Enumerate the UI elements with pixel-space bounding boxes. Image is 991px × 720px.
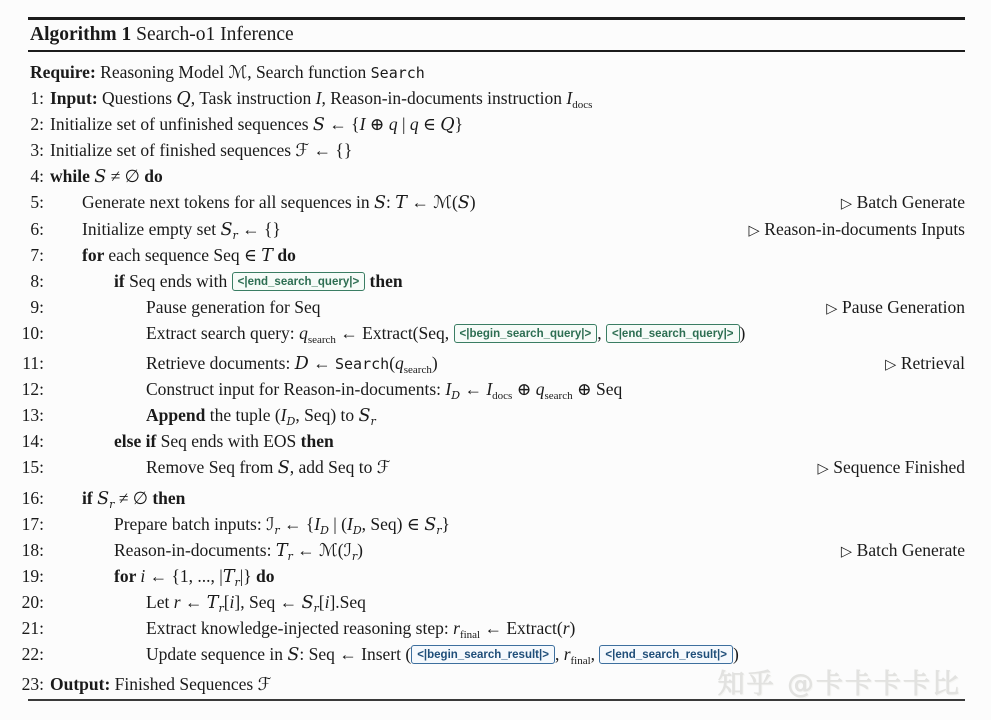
text-segment: D bbox=[352, 523, 362, 537]
calligraphic-letter: S bbox=[457, 193, 470, 214]
calligraphic-letter: Q bbox=[176, 89, 191, 110]
text-segment: r bbox=[436, 523, 442, 537]
text-segment: r bbox=[563, 644, 571, 665]
text-segment: Extract knowledge-injected reasoning step: bbox=[146, 617, 454, 638]
calligraphic-letter: S bbox=[374, 193, 387, 214]
text-segment: Retrieve documents: bbox=[146, 353, 295, 374]
text-segment: ].Seq bbox=[329, 591, 366, 612]
indent-spacer bbox=[44, 472, 146, 473]
line-number: 11: bbox=[22, 353, 44, 374]
text-segment: ) bbox=[569, 617, 576, 638]
text-segment: r bbox=[234, 575, 240, 589]
text-segment: r bbox=[370, 415, 376, 429]
text-segment: , Seq) ∈ bbox=[361, 513, 425, 534]
text-segment: q bbox=[409, 114, 419, 135]
algo-line bbox=[8, 242, 965, 268]
text-segment: } bbox=[441, 513, 450, 534]
text-segment: ], Seq ← bbox=[234, 591, 302, 612]
algo-line bbox=[8, 615, 965, 641]
text-segment: I bbox=[314, 513, 321, 534]
text-segment: ← { bbox=[279, 513, 315, 534]
text-segment: ) bbox=[732, 644, 739, 665]
text-segment: r bbox=[274, 523, 280, 537]
text-segment: Remove Seq from bbox=[146, 457, 278, 478]
inline-comment: ▷ Reason-in-documents Inputs bbox=[748, 218, 965, 239]
top-rule bbox=[28, 17, 965, 20]
text-segment: ← bbox=[308, 353, 335, 374]
text-segment: r bbox=[287, 549, 293, 563]
text-segment: else if bbox=[114, 431, 161, 452]
text-segment: r bbox=[218, 601, 224, 615]
text-segment: Extract search query: bbox=[146, 322, 300, 343]
text-segment: Require: bbox=[30, 62, 96, 82]
text-segment: , Seq) to bbox=[295, 405, 359, 426]
line-number: 18: bbox=[21, 539, 44, 560]
pseudocode-body bbox=[8, 59, 965, 697]
text-segment: ) bbox=[357, 539, 363, 560]
mono-function: Search bbox=[335, 355, 390, 374]
text-segment: ( bbox=[337, 539, 344, 560]
text-segment: q bbox=[535, 379, 545, 400]
inline-comment: ▷ Retrieval bbox=[885, 353, 965, 374]
comment-triangle-icon: ▷ bbox=[885, 357, 901, 374]
comment-triangle-icon: ▷ bbox=[817, 461, 834, 478]
text-segment: do bbox=[144, 166, 163, 187]
text-segment: ∈ bbox=[418, 114, 441, 135]
text-segment: ← bbox=[180, 591, 207, 612]
text-segment: Finished Sequences bbox=[114, 674, 258, 695]
line-number: 4: bbox=[30, 166, 44, 187]
text-segment: Seq ends with bbox=[129, 270, 232, 291]
script-letter: ℐ bbox=[266, 514, 275, 535]
text-segment: for bbox=[114, 565, 141, 586]
text-segment: ⊕ Seq bbox=[572, 379, 623, 400]
indent-spacer bbox=[44, 286, 114, 287]
text-segment: , add Seq to bbox=[289, 457, 377, 478]
calligraphic-letter: S bbox=[97, 488, 110, 509]
calligraphic-letter: S bbox=[94, 167, 107, 188]
algo-line bbox=[8, 589, 965, 615]
text-segment: ( bbox=[451, 192, 458, 213]
text-segment: , bbox=[590, 644, 600, 665]
script-letter: ℱ bbox=[295, 141, 310, 162]
calligraphic-letter: S bbox=[220, 219, 233, 240]
text-segment: ← Extract(Seq, bbox=[335, 322, 454, 343]
calligraphic-letter: T bbox=[222, 566, 235, 587]
text-segment: | bbox=[397, 114, 410, 135]
text-segment: r bbox=[313, 601, 319, 615]
calligraphic-letter: Q bbox=[440, 115, 455, 136]
text-segment: while bbox=[50, 166, 95, 187]
line-number: 20: bbox=[21, 591, 44, 612]
text-segment: then bbox=[152, 487, 186, 508]
line-number: 10: bbox=[21, 322, 44, 343]
calligraphic-letter: T bbox=[275, 540, 288, 561]
text-segment: each sequence Seq ∈ bbox=[108, 244, 262, 265]
indent-spacer bbox=[44, 420, 146, 421]
calligraphic-letter: T bbox=[206, 592, 219, 613]
algo-line bbox=[8, 428, 965, 454]
algo-line bbox=[8, 320, 965, 346]
watermark: 知乎 @卡卡卡卡比 bbox=[717, 669, 961, 700]
indent-spacer bbox=[44, 234, 82, 235]
text-segment: i bbox=[140, 565, 146, 586]
text-segment: search bbox=[544, 390, 573, 403]
text-segment: } bbox=[454, 114, 464, 135]
indent-spacer bbox=[44, 338, 146, 339]
text-segment: ⊕ bbox=[365, 114, 389, 135]
text-segment: r bbox=[453, 617, 460, 638]
text-segment: ← {} bbox=[309, 140, 353, 161]
text-segment: r bbox=[173, 591, 181, 612]
text-segment: the tuple ( bbox=[209, 405, 281, 426]
text-segment: Initialize empty set bbox=[82, 218, 221, 239]
text-segment: i bbox=[229, 591, 235, 612]
text-segment: D bbox=[286, 415, 296, 429]
text-segment: if bbox=[82, 487, 98, 508]
token-badge-blue: <|begin_search_result|> bbox=[411, 645, 555, 664]
line-number: 7: bbox=[30, 244, 44, 265]
text-segment: Reasoning Model bbox=[95, 62, 229, 82]
text-segment: r bbox=[351, 549, 358, 563]
text-segment: ) bbox=[469, 192, 476, 213]
comment-triangle-icon: ▷ bbox=[748, 222, 765, 239]
text-segment: , Reason-in-documents instruction bbox=[321, 88, 567, 109]
text-segment: Initialize set of finished sequences bbox=[50, 140, 296, 161]
script-letter: ℳ bbox=[433, 193, 452, 214]
text-segment: if bbox=[114, 270, 130, 291]
text-segment: ( bbox=[389, 353, 396, 374]
inline-comment: ▷ Pause Generation bbox=[826, 296, 965, 317]
text-segment: Prepare batch inputs: bbox=[114, 513, 267, 534]
indent-spacer bbox=[44, 633, 146, 634]
text-segment: ← Extract( bbox=[480, 617, 563, 638]
line-number: 9: bbox=[30, 296, 44, 317]
line-number: 19: bbox=[21, 565, 44, 586]
indent-spacer bbox=[44, 312, 146, 313]
text-segment: Seq ends with EOS bbox=[160, 431, 301, 452]
algo-line bbox=[8, 216, 965, 242]
line-number: 5: bbox=[30, 192, 44, 213]
text-segment: q bbox=[299, 322, 308, 343]
text-segment: then bbox=[365, 270, 403, 291]
inline-comment: ▷ Batch Generate bbox=[840, 539, 965, 560]
require-line bbox=[8, 59, 965, 85]
script-letter: ℳ bbox=[319, 540, 338, 561]
text-segment: [ bbox=[318, 591, 325, 612]
text-segment: Reason-in-documents: bbox=[114, 539, 276, 560]
mono-function: Search bbox=[370, 64, 425, 82]
line-number: 14: bbox=[21, 431, 44, 452]
line-number: 1: bbox=[30, 88, 44, 109]
text-segment: ← bbox=[292, 539, 320, 560]
text-segment: q bbox=[395, 353, 404, 374]
text-segment: , bbox=[597, 322, 606, 343]
text-segment: docs bbox=[572, 99, 593, 112]
line-number: 23: bbox=[21, 674, 44, 695]
text-segment: q bbox=[388, 114, 398, 135]
text-segment: search bbox=[403, 364, 432, 377]
calligraphic-letter: S bbox=[312, 115, 325, 136]
text-segment: ← bbox=[460, 379, 487, 400]
text-segment: ) bbox=[739, 322, 746, 343]
text-segment: Append bbox=[146, 405, 210, 426]
token-badge-blue: <|end_search_result|> bbox=[599, 645, 733, 664]
indent-spacer bbox=[44, 659, 146, 660]
text-segment: I bbox=[347, 513, 353, 534]
comment-triangle-icon: ▷ bbox=[840, 543, 857, 560]
text-segment: Update sequence in bbox=[146, 644, 288, 665]
indent-spacer bbox=[44, 260, 82, 261]
text-segment: ← bbox=[406, 192, 434, 213]
line-number: 12: bbox=[21, 379, 44, 400]
algo-line bbox=[8, 485, 965, 511]
text-segment: : bbox=[386, 192, 396, 213]
algo-line bbox=[8, 402, 965, 428]
indent-spacer bbox=[44, 368, 146, 369]
token-badge-green: <|begin_search_query|> bbox=[454, 324, 598, 343]
text-segment: final bbox=[570, 655, 591, 668]
calligraphic-letter: S bbox=[301, 592, 314, 613]
text-segment: I bbox=[315, 88, 322, 109]
inline-comment: ▷ Sequence Finished bbox=[817, 457, 965, 478]
algorithm-title bbox=[30, 24, 294, 46]
script-letter: ℳ bbox=[228, 63, 248, 83]
algo-line bbox=[8, 511, 965, 537]
text-segment: , Task instruction bbox=[190, 88, 316, 109]
calligraphic-letter: S bbox=[287, 645, 300, 666]
algo-line bbox=[8, 537, 965, 563]
text-segment: I bbox=[445, 379, 452, 400]
line-number: 3: bbox=[30, 140, 44, 161]
algorithm-title-label: Algorithm 1 bbox=[30, 24, 132, 45]
text-segment: r bbox=[109, 497, 115, 511]
text-segment: , bbox=[554, 644, 564, 665]
indent-spacer bbox=[44, 207, 82, 208]
text-segment: Let bbox=[146, 591, 174, 612]
token-badge-green: <|end_search_query|> bbox=[606, 324, 740, 343]
line-number: 16: bbox=[21, 487, 44, 508]
line-number: 22: bbox=[21, 644, 44, 665]
text-segment: ≠ ∅ bbox=[106, 166, 145, 187]
token-badge-green: <|end_search_query|> bbox=[232, 272, 366, 291]
text-segment: Pause generation for Seq bbox=[146, 296, 321, 317]
indent-spacer bbox=[44, 394, 146, 395]
line-number: 13: bbox=[21, 405, 44, 426]
text-segment: ⊕ bbox=[512, 379, 536, 400]
text-segment: Initialize set of unfinished sequences bbox=[50, 114, 313, 135]
text-segment: I bbox=[280, 405, 287, 426]
line-number: 8: bbox=[30, 270, 44, 291]
text-segment: docs bbox=[492, 390, 513, 403]
text-segment: I bbox=[359, 114, 366, 135]
calligraphic-letter: T bbox=[395, 193, 407, 214]
comment-triangle-icon: ▷ bbox=[840, 196, 857, 213]
algo-line bbox=[8, 268, 965, 294]
text-segment: then bbox=[300, 431, 334, 452]
text-segment: , Search function bbox=[247, 62, 371, 82]
algo-line bbox=[8, 454, 965, 480]
algo-line bbox=[8, 563, 965, 589]
text-segment: r bbox=[232, 228, 238, 242]
text-segment: final bbox=[459, 628, 481, 641]
algorithm-title-name: Search-o1 Inference bbox=[131, 24, 294, 45]
algo-line bbox=[8, 350, 965, 376]
text-segment: Input: bbox=[50, 88, 98, 109]
algo-line bbox=[8, 163, 965, 189]
text-segment: Questions bbox=[97, 88, 177, 109]
text-segment: Output: bbox=[50, 674, 115, 695]
calligraphic-letter: D bbox=[294, 354, 309, 375]
algo-line bbox=[8, 294, 965, 320]
text-segment: Generate next tokens for all sequences in bbox=[82, 192, 375, 213]
text-segment: ) bbox=[431, 353, 438, 374]
header-rule bbox=[28, 50, 965, 52]
text-segment: ← {1, ..., | bbox=[145, 565, 223, 586]
line-number: 15: bbox=[21, 457, 44, 478]
script-letter: ℐ bbox=[343, 540, 352, 561]
text-segment: |} bbox=[239, 565, 257, 586]
text-segment: : Seq ← Insert ( bbox=[299, 644, 412, 665]
text-segment: do bbox=[272, 244, 296, 265]
indent-spacer bbox=[44, 581, 114, 582]
text-segment: Construct input for Reason-in-documents: bbox=[146, 379, 446, 400]
indent-spacer bbox=[44, 503, 82, 504]
algo-line bbox=[8, 376, 965, 402]
script-letter: ℱ bbox=[376, 458, 391, 479]
text-segment: ← {} bbox=[237, 218, 281, 239]
indent-spacer bbox=[44, 446, 114, 447]
algo-line bbox=[8, 137, 965, 163]
calligraphic-letter: S bbox=[358, 406, 371, 427]
text-segment: do bbox=[256, 565, 275, 586]
indent-spacer bbox=[44, 529, 114, 530]
text-segment: [ bbox=[223, 591, 230, 612]
text-segment: search bbox=[307, 333, 336, 346]
line-number: 6: bbox=[30, 218, 44, 239]
text-segment: D bbox=[320, 523, 329, 537]
indent-spacer bbox=[44, 555, 114, 556]
calligraphic-letter: S bbox=[424, 514, 437, 535]
line-number: 21: bbox=[21, 617, 44, 638]
text-segment: | ( bbox=[328, 513, 348, 534]
text-segment: ≠ ∅ bbox=[114, 487, 153, 508]
text-segment: I bbox=[486, 379, 493, 400]
calligraphic-letter: S bbox=[277, 458, 290, 479]
inline-comment: ▷ Batch Generate bbox=[840, 192, 965, 213]
line-number: 2: bbox=[30, 114, 44, 135]
text-segment: ← { bbox=[324, 114, 360, 135]
indent-spacer bbox=[44, 607, 146, 608]
line-number: 17: bbox=[21, 513, 44, 534]
comment-triangle-icon: ▷ bbox=[826, 300, 843, 317]
calligraphic-letter: T bbox=[261, 245, 273, 266]
text-segment: D bbox=[451, 389, 461, 403]
text-segment: i bbox=[324, 591, 330, 612]
text-segment: I bbox=[566, 88, 573, 109]
algo-line bbox=[8, 85, 965, 111]
text-segment: r bbox=[562, 617, 570, 638]
text-segment: for bbox=[82, 244, 109, 265]
script-letter: ℱ bbox=[257, 675, 272, 696]
algo-line bbox=[8, 111, 965, 137]
algo-line bbox=[8, 189, 965, 215]
